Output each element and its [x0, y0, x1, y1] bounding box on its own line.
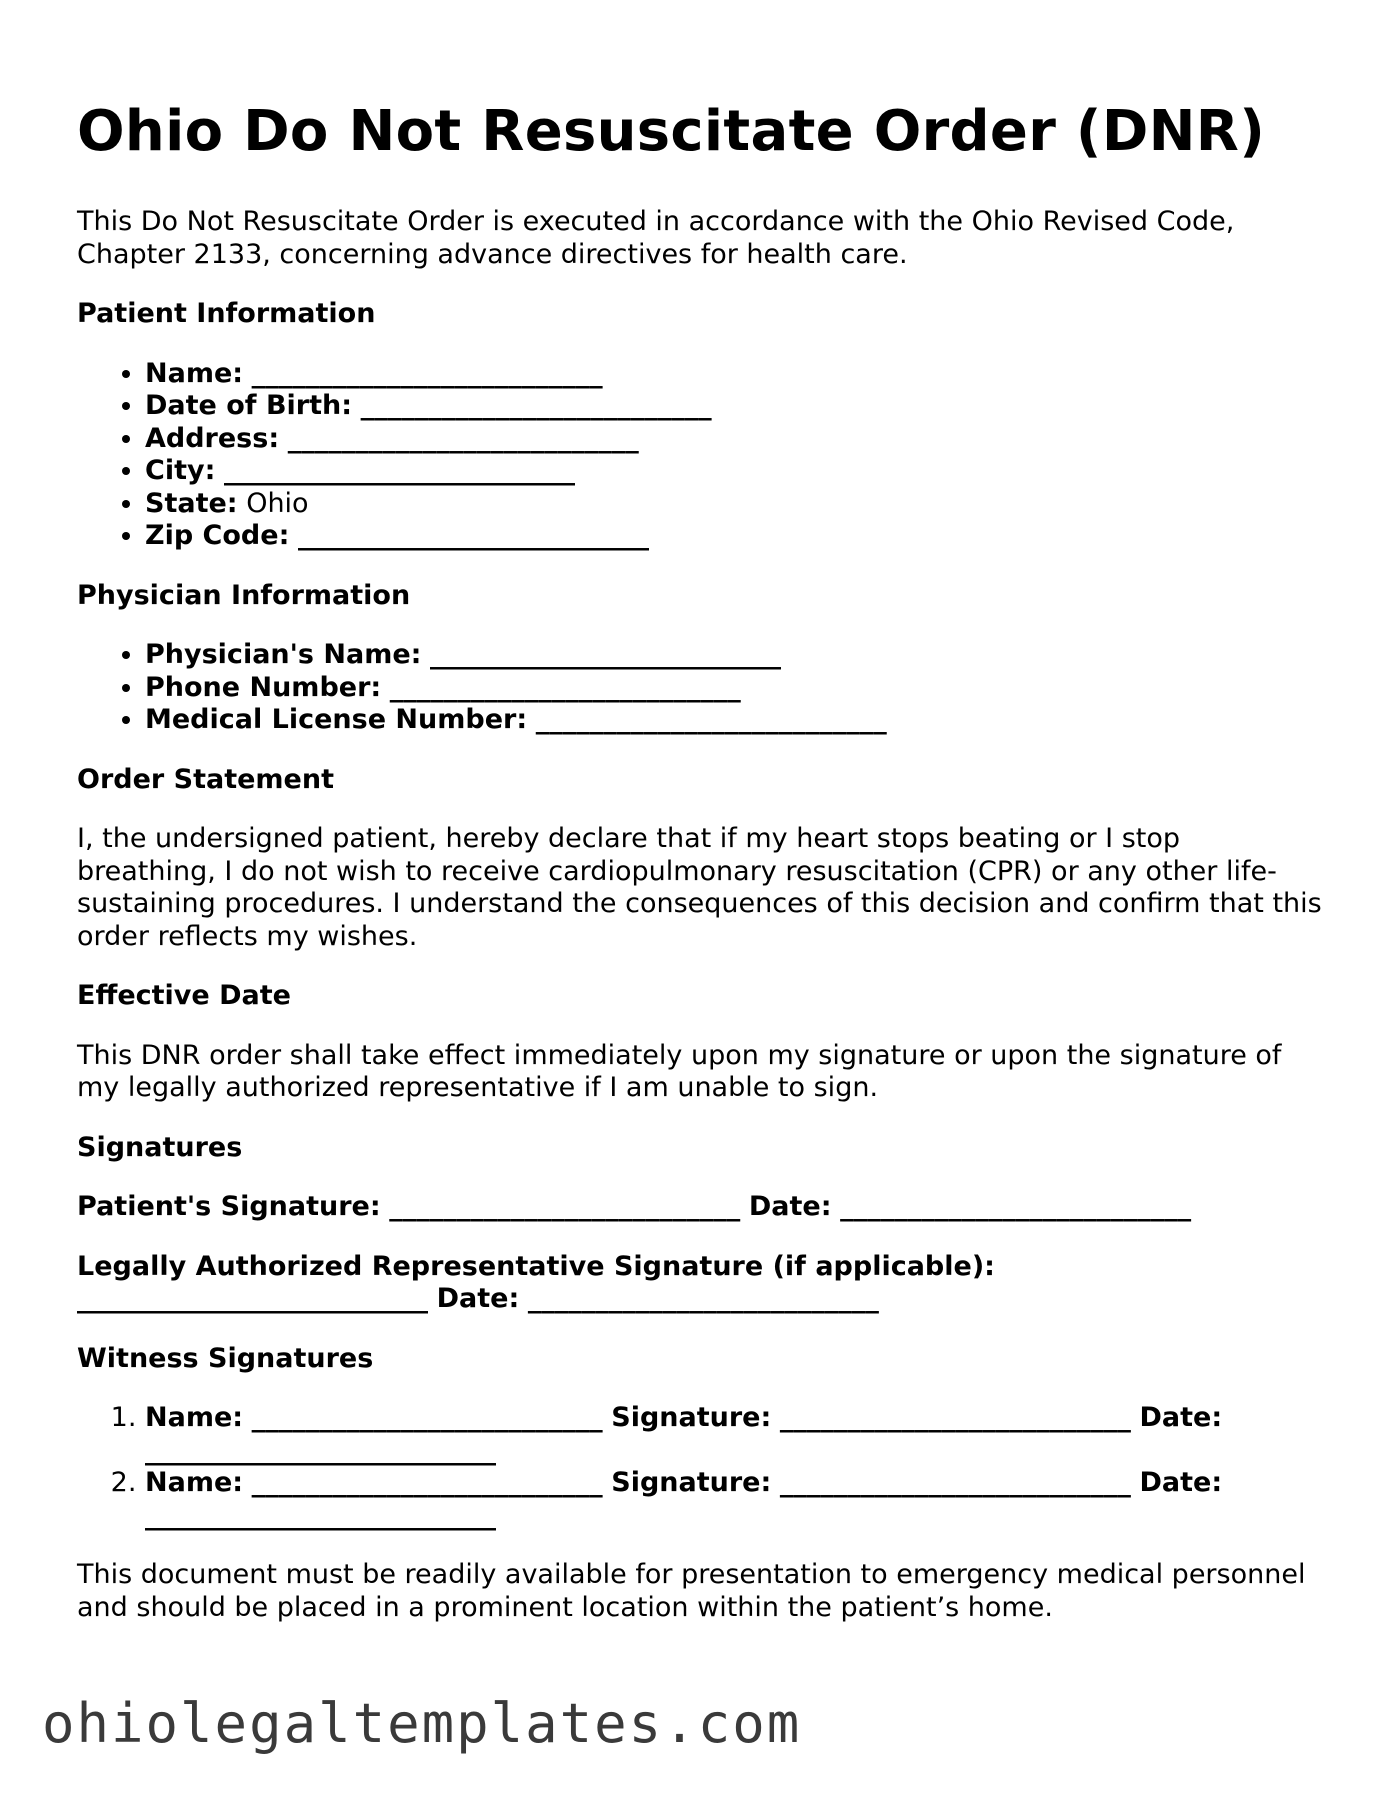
patient-date-label: Date: [748, 1191, 832, 1222]
field-label: City: [145, 455, 216, 486]
document-title: Ohio Do Not Resuscitate Order (DNR) [77, 99, 1266, 164]
patient-signature-label: Patient's Signature: [77, 1191, 381, 1222]
witness-date-blank: __________________________ [145, 1499, 496, 1531]
patient-date-blank: __________________________ [840, 1191, 1192, 1222]
patient-info-list [77, 358, 1327, 553]
witness-signature-blank: __________________________ [779, 1402, 1131, 1433]
physician-name-blank: __________________________ [430, 639, 782, 670]
field-label: Medical License Number: [145, 704, 528, 735]
representative-signature-line [77, 1251, 1327, 1316]
patient-address-blank: __________________________ [287, 422, 639, 454]
field-label: State: [145, 487, 238, 519]
witness-signature-label: Signature: [611, 1467, 772, 1498]
patient-signature-blank: __________________________ [389, 1191, 741, 1222]
representative-date-blank: __________________________ [527, 1283, 879, 1314]
witness-name-blank: __________________________ [251, 1402, 603, 1433]
witness-signature-blank: __________________________ [779, 1467, 1131, 1498]
physician-info-list [77, 639, 1327, 737]
field-label: Zip Code: [145, 520, 290, 551]
physician-phone-item [145, 672, 1327, 705]
effective-date-text: This DNR order shall take effect immediately upon my signature or upon the signature of my legally authorized representative if I am unable to sign. [77, 1039, 1282, 1103]
witness-signatures-heading: Witness Signatures [77, 1342, 374, 1374]
representative-signature-label: Legally Authorized Representative Signature (if applicable): [77, 1250, 995, 1282]
patient-zip-item [145, 520, 1327, 553]
effective-date-heading: Effective Date [77, 980, 291, 1011]
patient-name-blank: __________________________ [251, 357, 603, 389]
patient-signature-line [77, 1191, 1327, 1224]
order-statement-text: I, the undersigned patient, hereby declare that if my heart stops beating or I stop breathing, I do not wish to receive cardiopulmonary resuscitation (CPR) or any other life-sustaining procedures. I understand the consequences of this decision and confirm that this order reflects my wishes. [77, 823, 1322, 952]
physician-name-item [145, 639, 1327, 672]
representative-signature-blank: __________________________ [77, 1283, 428, 1314]
field-label: Date of Birth: [145, 390, 353, 421]
physician-info-heading: Physician Information [77, 579, 411, 611]
physician-license-item [145, 704, 1327, 737]
field-label: Address: [145, 422, 280, 454]
witness-signature-label: Signature: [611, 1402, 772, 1433]
witness-date-label: Date: [1139, 1467, 1223, 1498]
witness-name-blank: __________________________ [251, 1467, 603, 1498]
site-watermark: ohiolegaltemplates.com [42, 1692, 802, 1755]
signatures-heading: Signatures [77, 1131, 243, 1163]
patient-info-heading: Patient Information [77, 298, 376, 329]
witness-item [145, 1467, 1327, 1532]
witness-name-label: Name: [145, 1467, 244, 1498]
field-label: Physician's Name: [145, 639, 422, 670]
witness-date-label: Date: [1139, 1402, 1223, 1433]
patient-zip-blank: __________________________ [297, 520, 649, 551]
patient-state-value: Ohio [246, 487, 309, 519]
footer-paragraph: This document must be readily available for presentation to emergency medical personnel and should be placed in a prominent location within the patient’s home. [77, 1559, 1306, 1623]
intro-paragraph: This Do Not Resuscitate Order is executed in accordance with the Ohio Revised Code, Chapter 2133, concerning advance directives for health care. [77, 206, 1235, 270]
patient-state-item [145, 488, 1327, 521]
witness-list [77, 1402, 1327, 1532]
physician-phone-blank: __________________________ [389, 671, 741, 703]
order-statement-heading: Order Statement [77, 763, 334, 795]
patient-name-item [145, 358, 1327, 391]
patient-city-item [145, 455, 1327, 488]
physician-license-blank: __________________________ [535, 704, 887, 735]
field-label: Phone Number: [145, 671, 382, 703]
patient-dob-item [145, 390, 1327, 423]
witness-date-blank: __________________________ [145, 1434, 496, 1466]
field-label: Name: [145, 357, 244, 389]
witness-item [145, 1402, 1327, 1467]
patient-address-item [145, 423, 1327, 456]
document-page [77, 96, 1327, 1651]
witness-name-label: Name: [145, 1402, 244, 1433]
representative-date-label: Date: [436, 1283, 520, 1314]
patient-dob-blank: __________________________ [360, 390, 712, 421]
patient-city-blank: __________________________ [223, 455, 575, 486]
